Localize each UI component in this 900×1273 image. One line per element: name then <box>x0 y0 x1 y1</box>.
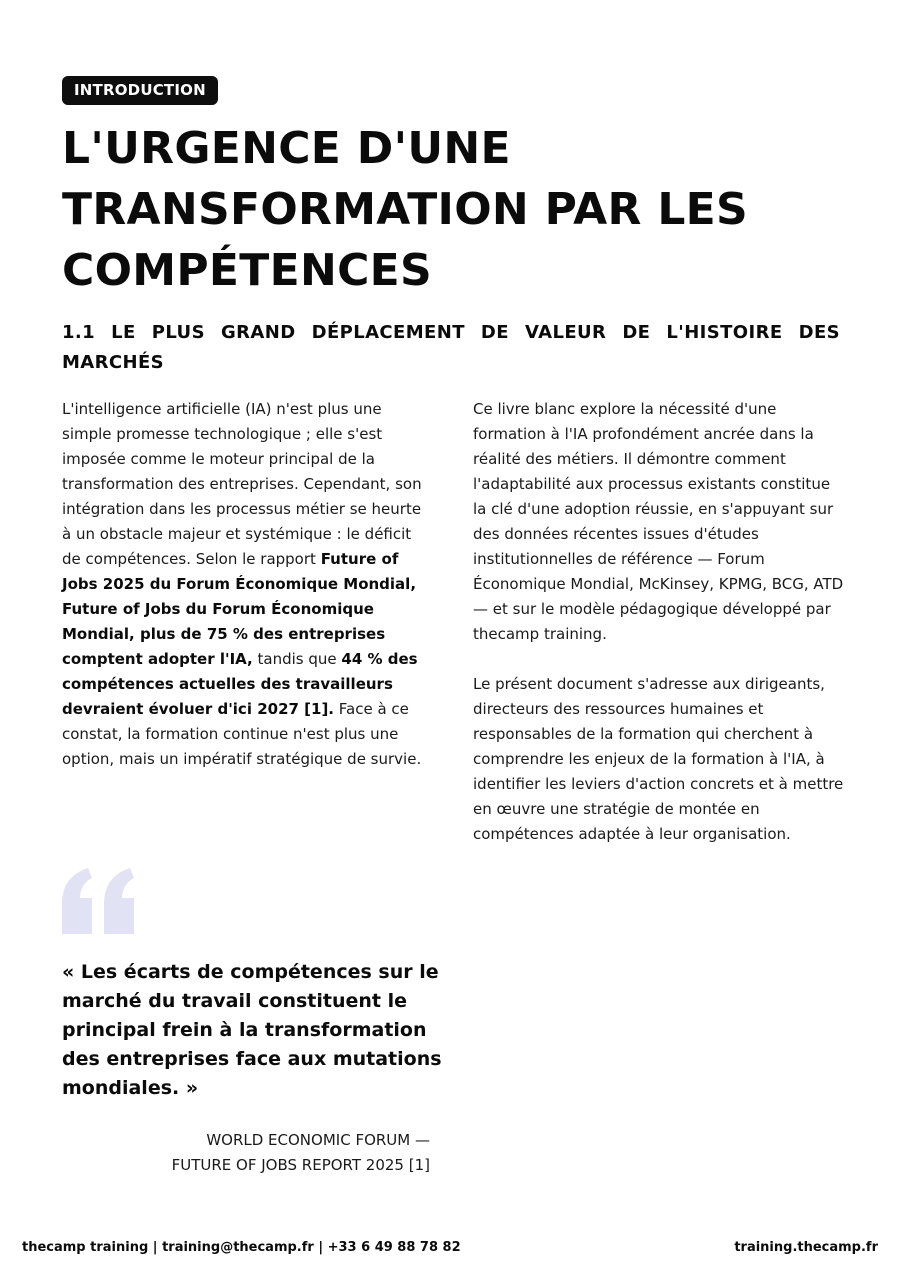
quote-mark-icon <box>58 852 148 942</box>
title-line-3: COMPÉTENCES <box>62 245 433 296</box>
quote-source <box>62 1128 430 1178</box>
purpose-paragraph: Ce livre blanc explore la nécessité d'une formation à l'IA profondément ancrée dans la réalité des métiers. Il démontre comment l'adaptabilité aux processus existants constitue la clé d'une adoption réussie, en s'appuyant sur des données récentes issues d'études institutionnelles de référence — Forum Économique Mondial, McKinsey, KPMG, BCG, ATD — et sur le modèle pédagogique développé par thecamp training. <box>473 400 844 643</box>
left-column <box>62 397 434 772</box>
audience-text-part-1: Le présent document s'adresse aux dirigeants, directeurs des ressources humaines et <box>473 675 825 718</box>
title-line-1: L'URGENCE D'UNE <box>62 123 511 174</box>
intro-paragraph <box>62 397 434 772</box>
intro-text-start: L'intelligence artificielle (IA) n'est plus une simple promesse technologique ; elle s'est imposée comme le moteur principal de la transformation des entreprises. Cependant, son intégration dans les processus métier se heurte à un obstacle majeur et systémique : le déficit de compétences. Selon le rapport <box>62 400 422 568</box>
right-column <box>473 397 848 847</box>
quote-source-line-1: WORLD ECONOMIC FORUM — <box>206 1131 430 1149</box>
audience-text-part-2: responsables de la formation qui cherchent à comprendre les enjeux de la formation à l'IA, à identifier les leviers d'action concrets et à mettre en œuvre une stratégie de montée en compétences adaptée à leur organisation. <box>473 725 844 843</box>
footer-website: training.thecamp.fr <box>734 1240 878 1255</box>
intro-bold-statistic-2: 44 % des compétences actuelles des travailleurs devraient évoluer d'ici 2027 [1]. <box>62 650 418 718</box>
page-title <box>62 118 862 301</box>
quote-source-line-2: FUTURE OF JOBS REPORT 2025 [1] <box>171 1156 430 1174</box>
title-line-2: TRANSFORMATION PAR LES <box>62 184 749 235</box>
pull-quote: « Les écarts de compétences sur le marché du travail constituent le principal frein à la transformation des entreprises face aux mutations mondiales. » <box>62 961 442 1099</box>
section-subtitle: 1.1 LE PLUS GRAND DÉPLACEMENT DE VALEUR DE L'HISTOIRE DES MARCHÉS <box>62 322 840 373</box>
footer-contact: thecamp training | training@thecamp.fr | +33 6 49 88 78 82 <box>22 1240 461 1255</box>
intro-text-end: Face à ce constat, la formation continue n'est plus une option, mais un impératif stratégique de survie. <box>62 700 422 768</box>
section-badge: INTRODUCTION <box>62 76 218 105</box>
intro-bold-statistic-1: Future of Jobs 2025 du Forum Économique Mondial, Future of Jobs du Forum Économique Mondial, plus de 75 % des entreprises comptent adopter l'IA, <box>62 550 417 668</box>
intro-text-middle: tandis que <box>252 650 342 668</box>
audience-paragraph <box>473 672 848 847</box>
